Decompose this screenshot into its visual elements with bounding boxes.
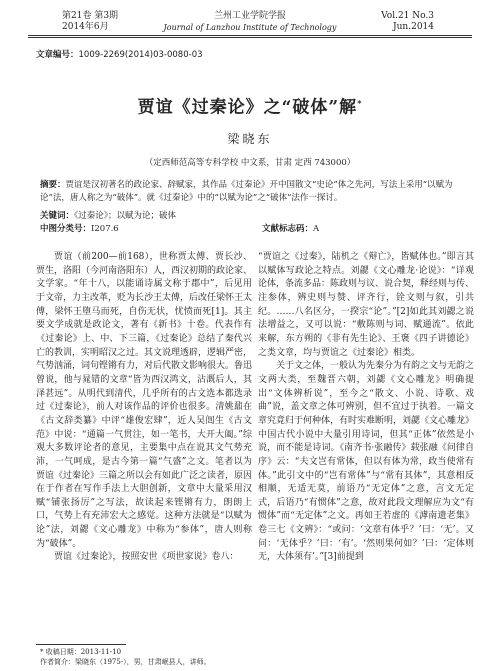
body-column-left [36,251,252,565]
body-paragraph: “贾谊之《过秦》，陆机之《辩亡》，皆赋体也。”即言其以赋体写政论之特点。刘勰《文心雕龙·论说》：“详观论体，条流多品：陈政则与议、说合契，释经则与传、注参体，辨史则与赞、评齐行，铨文则与叙，引共纪。……八名区分，一揆宗“论”。”[2]如此其刘勰之说法增益之，又可以说：“敷陈则与词、赋通流”。依此来解，东方朔的《非有先生论》、王褒《四子讲德论》之类文章，均与贾谊之《过秦论》相类。 [258,252,475,358]
keywords-text: 《过秦论》；以赋为论；破体 [74,211,177,221]
article-number-value: 1009-2269(2014)03-0080-03 [78,50,203,60]
doc-code-value: A [313,224,320,234]
footnote-rule [36,644,126,645]
header-rule [28,35,472,36]
article-number-label: 文章编号： [36,50,79,60]
author-affiliation: （定西师范高等专科学校 中文系，甘肃 定西 743000） [144,158,356,168]
abstract [40,179,460,205]
abstract-text: 贾谊是汉初著名的政论家、辞赋家，其作品《过秦论》开中国散文“史论”体之先河，写法上采用“以赋为论”法，唐人称之为“破体”。就《过秦论》中的“以赋为论”之“破体”法作一探讨。 [40,180,453,203]
issue-date-right: Jun.2014 [393,22,434,32]
footnote-author-bio: 作者简介：梁晓东（1975-），男，甘肃岷县人，讲师。 [40,658,211,666]
journal-title-cn: 兰州工业学院学报 [213,11,286,21]
header-rule-double [28,37,472,38]
footnote-received-date: * 收稿日期：2013-11-10 [40,648,122,656]
clc-value: I207.6 [91,224,119,234]
title-footnote-mark: * [357,98,363,108]
body-paragraph: 关于文之体，一般认为先秦分为有韵之文与无韵之文两大类，至魏晋六朝，刘勰《文心雕龙》明确提出“文体辨析说”，至今之“散文、小说、诗歌、戏曲”说，盖文章之体可辨别，但不宜过于执着。一篇文章究竟归于何种体，有时实难断明，刘勰《文心雕龙》中国古代小说中大量引用诗词，但其“正体”依然是小说，而不能是诗词。《南齐书·张融传》载张融《问律自序》云：“夫文岂有常体，但以有体为常，政当使常有体。”此引文中的“岂有常体”与“常有其体”，其意相反相顺，无适无莫，前语乃“无定体”之意，言文无定式，后语乃“有惯体”之意，故对此段文理解应为文“有惯体”而“无定体”之文。再如王若虚的《滹南遗老集》卷三七《文辨》：“或问：‘文章有体乎？’曰：‘无’。又问：‘无体乎？’曰：‘有’。‘然则果何如？’曰：‘定体则无，大体须有’。”[3]前提到 [258,361,475,563]
doc-code-label: 文献标志码： [262,224,314,234]
volume-issue-left: 第21卷 第3期 [62,11,119,21]
issue-date-left: 2014年6月 [62,22,109,32]
article-title [0,93,500,118]
keywords [40,210,176,223]
author-name: 梁晓东 [227,132,273,146]
keywords-label: 关键词： [40,211,75,221]
body-paragraph: 贾谊（前200—前168），世称贾太傅、贾长沙、贾生，洛阳（今河南洛阳东）人，西汉初期的政论家、文学家。“年十八，以能诵诗属文称于郡中”，后见用于文帝，力主改革，贬为长沙王太傅，后改任梁怀王太傅，梁怀王堕马而死，自伤无状，忧愤而死[1]。其主要文学成就是政论文，著有《新书》十卷。代表作有《过秦论》上、中、下三篇，《过秦论》总结了秦代兴亡的教训，实明昭汉之过。其文说理透辟，逻辑严密，气势汹涌，词句铿锵有力，对后代散文影响很大。鲁迅曾说，他与晁错的文章“皆为西汉鸿文，沾溉后人，其泽甚远”。从明代到清代，几乎所有的古文选本都选录过《过秦论》，前人对该作品的评价也很多。清姚鼐在《古文辞类纂》中评“雄俊宏肆”，近人吴闿生《古文范》中说：“通篇一气贯注，如一笔书，大开大阖。”综观大多数评论者的意见，主要集中点在说其文气势充沛，一气呵成，是古今第一篇“气盛”之文。笔者以为贾谊《过秦论》三篇之所以会有如此广泛之读者，原因在于作者在写作手法上大胆创新，文章中大量采用汉赋“铺张扬厉”之写法，故读起来铿锵有力，朗朗上口，气势上有充沛宏大之感觉。这种方法就是“以赋为论”法，刘勰《文心雕龙》中称为“参体”，唐人则称为“破体”。 [36,252,253,549]
body-paragraph: 贾谊《过秦论》，按照安世《项世家说》卷八： [54,552,239,563]
running-header [0,0,500,46]
document-code [262,223,319,236]
volume-issue-right: Vol.21 No.3 [381,11,434,21]
body-column-right [258,251,474,565]
journal-title-en: Journal of Lanzhou Institute of Technology [163,23,337,32]
article-title-text: 贾谊《过秦论》之“破体”解 [137,97,358,118]
clc-label: 中图分类号： [40,224,92,234]
article-number [36,50,203,61]
abstract-label: 摘要： [40,180,66,190]
clc-number [40,223,119,236]
